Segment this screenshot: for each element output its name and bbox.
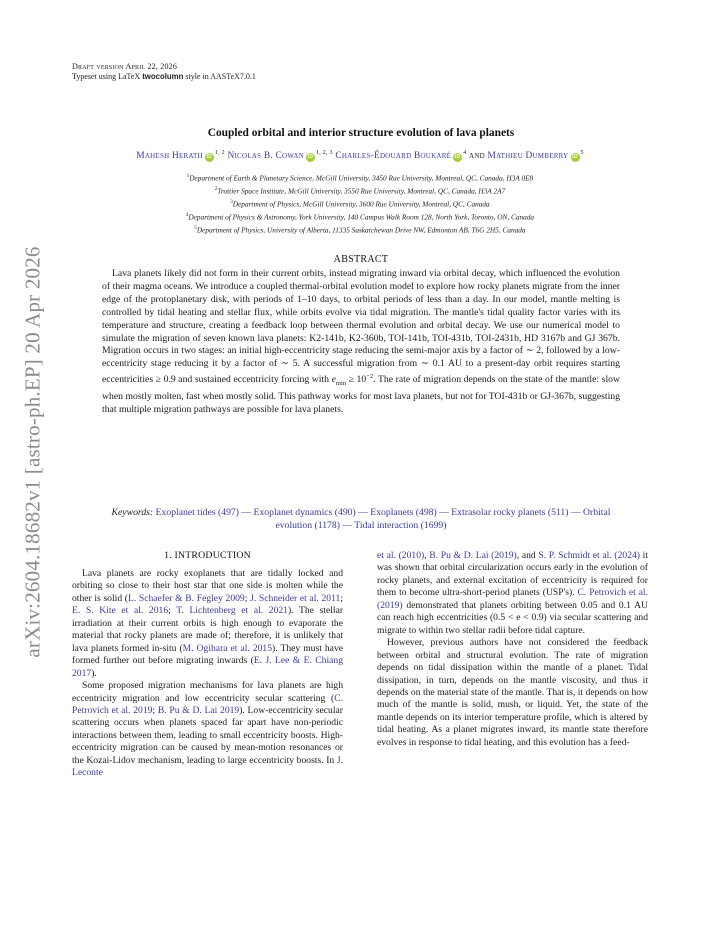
arxiv-identifier: arXiv:2604.18682v1 [astro-ph.EP] 20 Apr 2026 (20, 246, 45, 658)
emin-relation: ≥ 10 (346, 374, 367, 386)
author-affiliation-marks: 1, 2 (214, 150, 225, 156)
affiliation-number: 3 (230, 200, 233, 206)
orcid-icon[interactable]: iD (206, 154, 213, 161)
body-text: ; (340, 592, 343, 604)
citation-link[interactable]: E. S. Kite et al. 2016 (72, 605, 169, 617)
arxiv-sidebar (18, 232, 48, 672)
citation-link[interactable]: T. Lichtenberg et al. 2021 (176, 605, 288, 617)
citation-link[interactable]: C. Petrovich et al. 2019 (72, 692, 343, 716)
author-name-link[interactable]: Charles-Édouard Boukaré (335, 151, 452, 162)
typeset-line (72, 72, 256, 82)
citation-link[interactable]: C. Petrovich et al. (2019) (377, 587, 648, 611)
affiliation-text: Department of Physics & Astronomy, York University, 140 Campus Walk Room 128, North York, Toronto, ON, Canada (188, 212, 535, 222)
typeset-prefix: Typeset using (72, 72, 119, 81)
affiliation-item (60, 223, 660, 236)
paper-title: Coupled orbital and interior structure evolution of lava planets (207, 127, 515, 139)
citation-link[interactable]: E. J. Lee & E. Chiang 2017 (72, 655, 343, 679)
citation-link[interactable]: M. Ogihara et al. 2015 (182, 642, 273, 654)
affiliation-list (60, 171, 660, 236)
affiliation-number: 1 (186, 174, 190, 179)
author-name-link[interactable]: Mathieu Dumberry (487, 151, 569, 162)
keywords-links[interactable]: Exoplanet tides (497) — Exoplanet dynamics (490) — Exoplanets (498) — Extrasolar rocky planets (511) — Orbital evolution (1178) — Tidal interaction (1699) (155, 507, 611, 531)
body-text: Lava planets are rocky exoplanets that are tidally locked and orbiting so close to their host star that one side is molten while the other is solid ( (72, 568, 343, 604)
keywords-label: Keywords: (111, 507, 154, 518)
author-list (60, 150, 660, 162)
affiliation-item (60, 171, 660, 184)
citation-link[interactable]: J. Leconte (72, 754, 343, 779)
affiliation-item (60, 184, 660, 197)
body-text: demonstrated that planets orbiting between 0.05 and 0.1 AU can reach high eccentricities (0.5 < e < 0.9) via secular scattering and migrate to within two stellar radii before tidal capture. (377, 599, 648, 636)
latex-logo: LaTeX (118, 72, 141, 81)
orcid-icon[interactable]: iD (572, 154, 578, 161)
citation-link[interactable]: L. Schaefer & B. Fegley 2009 (127, 592, 245, 604)
affiliation-item (60, 197, 660, 210)
author-affiliation-marks: 5 (580, 150, 584, 156)
abstract-text: Lava planets likely did not form in their current orbits, instead migrating inward via orbital decay, which influenced the evolution of their magma oceans. We introduce a coupled thermal-orbital evolution model to explore how rocky planets migrate from the inner edge of the protoplanetary disk, with periods of 1–10 days, to orbital periods of less than a day. In our model, mantle melting is controlled by tidal heating and stellar flux, while orbits evolve via tidal migration. The mantle's tidal quality factor varies with its temperature and structure, creating a feedback loop between thermal evolution and orbital decay. We use our numerical model to simulate the migration of seven known lava planets: K2-141b, K2-360b, TOI-141b, TOI-431b, TOI-2431b, HD 3167b and GJ 367b. Migration occurs in two stages: an initial high-eccentricity stage reducing the semi-major axis by a factor of ∼ 2, followed by a low-eccentricity stage reducing it by a factor of ∼ 5. A successful migration from ∼ 0.1 AU to a present-day orbit requires starting eccentricities ≥ 0.9 and sustained eccentricity forcing with (102, 268, 620, 386)
affiliation-text: Department of Physics, University of Alberta, 11335 Saskatchewan Drive NW, Edmonton AB, T6G 2H5, Canada (196, 225, 526, 235)
body-text: ). Low-eccentricity secular scattering occurs when planets spaced far apart have non-periodic interactions between them, leading to small eccentricity boosts. High-eccentricity migration can be caused by mean-motion resonances or the Kozai-Lidov mechanism, leading to large eccentricity boosts. In (72, 704, 343, 766)
affiliation-text: Trottier Space Institute, McGill University, 3550 Rue University, Montreal, QC, Canada, H3A 2A7 (217, 186, 506, 196)
left-column (72, 568, 343, 780)
author-affiliation-marks: 1, 2, 3 (316, 150, 333, 156)
orcid-icon[interactable]: iD (307, 154, 314, 161)
body-text: ; (168, 605, 177, 617)
abstract-body (102, 268, 620, 417)
affiliation-text: Department of Earth & Planetary Science, McGill University, 3450 Rue University, Montreal, QC, Canada, H3A 0E8 (189, 173, 534, 183)
section-heading-introduction: 1. INTRODUCTION (164, 550, 251, 561)
body-text: , (424, 550, 430, 561)
citation-link[interactable]: B. Pu & D. Lai (2019) (429, 550, 517, 561)
body-text: ). They must have formed further out before migrating inwards ( (72, 642, 343, 667)
intro-paragraph-2 (72, 680, 343, 780)
body-text: ; (244, 592, 251, 604)
right-column (377, 550, 648, 749)
orcid-icon[interactable]: iD (454, 154, 461, 161)
draft-version-line: Draft version April 22, 2026 (72, 62, 178, 71)
citation-link[interactable]: S. P. Schmidt et al. (2024) (538, 550, 640, 561)
intro-paragraph-1 (72, 568, 343, 680)
affiliation-number: 2 (214, 187, 218, 193)
body-text: ; (152, 704, 158, 716)
page-header (72, 62, 256, 82)
body-text: ). The stellar irradiation at their current orbits is high enough to evaporate the material that rocky planets are made of; therefore, it is unlikely that lava planets formed in-situ ( (72, 605, 344, 654)
abstract-text-end: . The rate of migration depends on the state of the mantle: slow when mostly molten, fast when mostly solid. This pathway works for most lava planets, but not for TOI-431b or GJ-367b, suggesting that multiple migration pathways are possible for lava planets. (102, 374, 620, 416)
emin-exponent: −2 (366, 373, 374, 381)
typeset-suffix: style in AASTeX7.0.1 (183, 72, 256, 81)
affiliation-number: 5 (194, 226, 197, 232)
keywords-block (102, 506, 620, 532)
citation-link[interactable]: B. Pu & D. Lai 2019 (157, 704, 240, 716)
body-text: ). (91, 667, 97, 679)
author-name-link[interactable]: Nicolas B. Cowan (227, 151, 305, 162)
author-name-link[interactable]: Mahesh Herath (136, 151, 203, 162)
affiliation-text: Department of Physics, McGill University, 3600 Rue University, Montreal, QC, Canada (232, 199, 490, 209)
abstract-heading: ABSTRACT (333, 254, 389, 265)
body-text: , and (516, 550, 539, 561)
affiliation-item (60, 210, 660, 223)
abstract-paragraph (102, 268, 620, 417)
intro-paragraph-3: However, previous authors have not considered the feedback between orbital and structural evolution. The rate of migration depends on tidal dissipation within the mantle of a planet. Tidal dissipation, in turn, depends on the mantle viscosity, and thus it depends on the material state of the mantle. That is, it depends on how much of the mantle is solid, mush, or liquid. Yet, the state of the mantle depends on its interior temperature profile, which is altered by tidal heating. As a planet migrates inward, its mantle state therefore evolves in response to tidal heating, and this evolution has a feed- (377, 637, 648, 748)
body-text: Some proposed migration mechanisms for lava planets are high eccentricity migration and low eccentricity secular scattering ( (72, 680, 343, 704)
typeset-style: twocolumn (142, 72, 184, 81)
body-text: it was shown that orbital circularization occurs early in the evolution of rocky planets, and external excitation of eccentricity is required for them to become ultra-short-period planets (USP's). (377, 550, 648, 599)
citation-link[interactable]: et al. (2010) (377, 550, 425, 561)
author-and: and (469, 151, 485, 162)
citation-link[interactable]: J. Schneider et al. 2011 (250, 592, 341, 604)
affiliation-number: 4 (185, 213, 189, 219)
emin-subscript: min (335, 380, 347, 388)
intro-paragraph-2-continued (377, 550, 648, 637)
emin-symbol: e (331, 374, 336, 386)
author-affiliation-marks: 4 (463, 150, 467, 156)
